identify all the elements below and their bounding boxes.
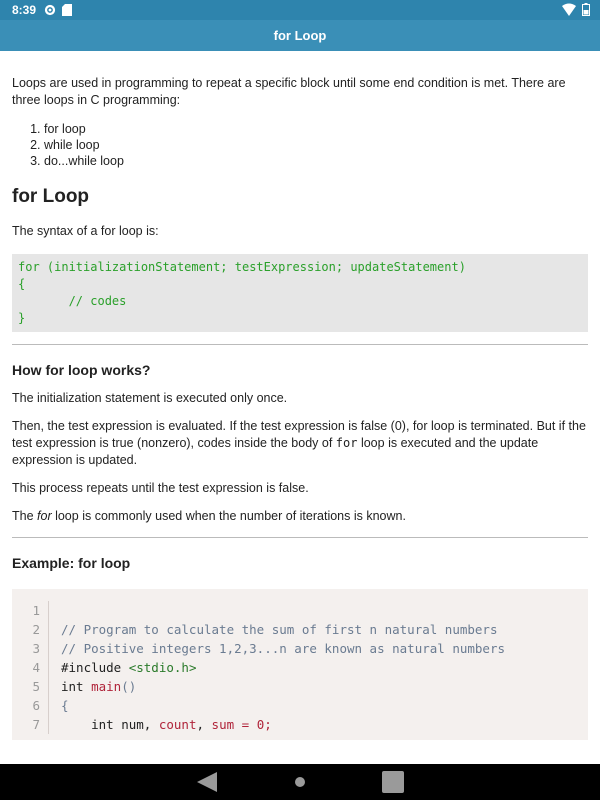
line-number: 2 [32, 622, 40, 637]
divider [12, 344, 588, 345]
status-time: 8:39 [12, 3, 37, 17]
code-punct: , [196, 717, 212, 732]
code-string: <stdio.h> [128, 660, 197, 675]
line-number: 7 [32, 717, 40, 732]
battery-icon [582, 3, 590, 16]
code-line [12, 696, 588, 715]
back-icon[interactable] [195, 770, 219, 794]
status-bar [0, 0, 600, 20]
line-number: 5 [32, 679, 40, 694]
navigation-bar [0, 764, 600, 800]
code-line: // codes [18, 294, 127, 308]
code-comment: // Positive integers 1,2,3...n are known as natural numbers [61, 641, 506, 656]
code-line [12, 658, 588, 677]
app-bar [0, 20, 600, 51]
line-number: 1 [32, 603, 40, 618]
text: loop is commonly used when the number of iterations is known. [51, 509, 406, 523]
paragraph: The initialization statement is executed only once. [12, 391, 288, 405]
code-line [12, 620, 588, 639]
page-title: for Loop [273, 28, 327, 43]
code-keyword: int num, [61, 717, 159, 732]
code-variable: count [158, 717, 197, 732]
text: The [12, 509, 38, 523]
code-function: main [91, 679, 122, 694]
divider [12, 537, 588, 538]
section-heading: for Loop [12, 186, 90, 207]
code-line: } [18, 311, 26, 325]
line-number: 6 [32, 698, 40, 713]
code-line: for (initializationStatement; testExpression; updateStatement) [18, 260, 466, 274]
code-line [12, 639, 588, 658]
paragraph [12, 508, 588, 525]
subsection-heading: How for loop works? [12, 362, 151, 378]
paragraph [12, 418, 588, 469]
list-item: 1. for loop [44, 121, 588, 137]
line-number: 4 [32, 660, 40, 675]
code-line [12, 601, 588, 620]
sd-card-icon [62, 4, 72, 16]
code-comment: // Program to calculate the sum of first n natural numbers [61, 622, 498, 637]
emphasis: for [37, 509, 52, 523]
example-code-block[interactable] [12, 589, 588, 740]
list-item: 3. do...while loop [44, 153, 588, 169]
text: loop is executed and the update expression is updated. [12, 436, 539, 467]
code-line: { [18, 277, 26, 291]
code-keyword: int [61, 679, 92, 694]
code-variable: sum [211, 717, 235, 732]
list-item: 2. while loop [44, 137, 588, 153]
home-icon[interactable] [293, 775, 307, 789]
syntax-code-block [12, 254, 588, 332]
paragraph: This process repeats until the test expression is false. [12, 481, 309, 495]
text: Then, the test expression is evaluated. If the test expression is false (0), for loop is terminated. But if the test expression is true (nonzero), codes inside the body of [12, 419, 586, 450]
code-punct: { [61, 698, 69, 713]
recents-icon[interactable] [381, 770, 405, 794]
code-keyword: #include [61, 660, 129, 675]
inline-code: for [335, 436, 358, 450]
gear-icon [44, 4, 56, 16]
wifi-icon [562, 4, 576, 16]
code-punct: () [121, 679, 137, 694]
line-number: 3 [32, 641, 40, 656]
loop-list [12, 121, 588, 169]
example-heading: Example: for loop [12, 555, 131, 571]
code-punct: = 0; [234, 717, 272, 732]
intro-paragraph: Loops are used in programming to repeat a specific block until some end condition is met. There are three loops in C programming: [12, 76, 566, 107]
code-line [12, 677, 588, 696]
code-line [12, 715, 588, 734]
article-content[interactable] [12, 51, 588, 732]
syntax-label: The syntax of a for loop is: [12, 224, 159, 238]
